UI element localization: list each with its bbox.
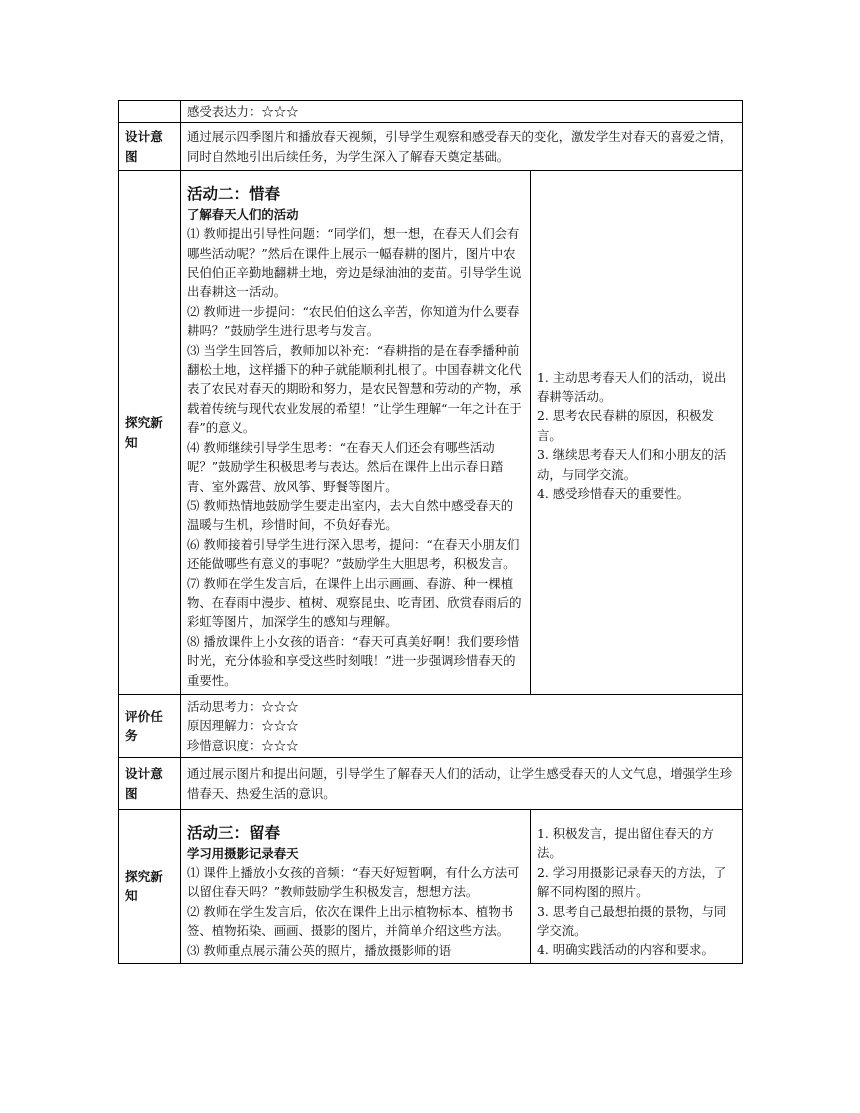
activity-title: 活动三：留春: [187, 824, 281, 842]
student-activity-item: 2. 思考农民春耕的原因，积极发言。: [537, 408, 714, 443]
table-row: [119, 694, 743, 757]
step-paragraph: ⑶ 当学生回答后，教师加以补充：“春耕指的是在春季播种前翻松土地，这样播下的种子就能顺利扎根了。中国春耕文化代表了农民对春天的期盼和努力，是农民智慧和劳动的产物，承载着传统与现代农业发展的希望！”让学生理解“一年之计在于春”的意义。: [187, 342, 522, 436]
step-paragraph: ⑻ 播放课件上小女孩的语音：“春天可真美好啊！我们要珍惜时光，充分体验和享受这些时刻哦！”进一步强调珍惜春天的重要性。: [187, 633, 520, 688]
step-paragraph: ⑹ 教师接着引导学生进行深入思考，提问：“在春天小朋友们还能做哪些有意义的事呢？”鼓励学生大胆思考，积极发言。: [187, 536, 520, 572]
explore-header: 探究新知: [119, 810, 181, 964]
evaluation-cell: [181, 694, 743, 757]
lesson-plan-table: [118, 100, 743, 964]
step-paragraph: ⑸ 教师热情地鼓励学生要走出室内，去大自然中感受春天的温暖与生机，珍惜时间，不负好春光。: [187, 497, 514, 533]
table-row: [119, 810, 743, 964]
step-paragraph: ⑴ 教师提出引导性问题：“同学们，想一想，在春天人们会有哪些活动呢？”然后在课件上展示一幅春耕的图片，图片中农民伯伯正辛勤地翻耕土地，旁边是绿油油的麦苗。引导学生说出春耕这一活动。: [187, 226, 522, 300]
design-intent-header: 设计意图: [119, 758, 181, 810]
step-paragraph: ⑺ 教师在学生发言后，在课件上出示画画、春游、种一棵植物、在春雨中漫步、植树、观察昆虫、吃青团、欣赏春雨后的彩虹等图片，加深学生的感知与理解。: [187, 575, 522, 630]
student-activity-item: 4. 明确实践活动的内容和要求。: [537, 942, 714, 958]
table-row: [119, 123, 743, 171]
explore-header: 探究新知: [119, 171, 181, 695]
student-activity-item: 4. 感受珍惜春天的重要性。: [537, 486, 690, 502]
evaluation-header: 评价任务: [119, 694, 181, 757]
student-activity-item: 3. 继续思考春天人们和小朋友的活动，与同学交流。: [537, 447, 727, 482]
step-paragraph: ⑷ 教师继续引导学生思考：“在春天人们还会有哪些活动呢？”鼓励学生积极思考与表达。然后在课件上出示春日踏青、室外露营、放风筝、野餐等图片。: [187, 439, 504, 494]
student-activity-cell: [531, 810, 743, 964]
table-row: [119, 101, 743, 123]
lesson-plan-page: [118, 100, 742, 964]
student-activity-item: 3. 思考自己最想拍摄的景物，与同学交流。: [537, 903, 727, 939]
activity-subtitle: 学习用摄影记录春天: [187, 846, 299, 861]
step-paragraph: ⑶ 教师重点展示蒲公英的照片，播放摄影师的语: [187, 942, 452, 958]
student-activity-item: 2. 学习用摄影记录春天的方法，了解不同构图的照片。: [537, 864, 727, 900]
design-intent-text: 通过展示四季图片和播放春天视频，引导学生观察和感受春天的变化，激发学生对春天的喜爱之情，同时自然地引出后续任务，为学生深入了解春天奠定基础。: [181, 123, 743, 171]
design-intent-header: 设计意图: [119, 123, 181, 171]
evaluation-line: 珍惜意识度：☆☆☆: [187, 737, 299, 753]
evaluation-line: 原因理解力：☆☆☆: [187, 718, 299, 734]
table-row: [119, 171, 743, 695]
evaluation-line: 活动思考力：☆☆☆: [187, 698, 299, 714]
table-row: [119, 758, 743, 810]
expression-rating-cell: [181, 101, 743, 123]
step-paragraph: ⑴ 课件上播放小女孩的音频：“春天好短暂啊，有什么方法可以留住春天吗？”教师鼓励学生积极发言，想想方法。: [187, 865, 520, 900]
design-intent-text: 通过展示图片和提出问题，引导学生了解春天人们的活动，让学生感受春天的人文气息，增强学生珍惜春天、热爱生活的意识。: [181, 758, 743, 810]
expression-rating-text: 感受表达力：☆☆☆: [187, 104, 299, 119]
student-activity-item: 1. 主动思考春天人们的活动，说出春耕等活动。: [537, 369, 727, 405]
activity-three-cell: [181, 810, 531, 964]
activity-title: 活动二：惜春: [187, 185, 281, 204]
step-paragraph: ⑵ 教师在学生发言后，依次在课件上出示植物标本、植物书签、植物拓染、画画、摄影的图片，并简单介绍这些方法。: [187, 903, 514, 939]
step-paragraph: ⑵ 教师进一步提问：“农民伯伯这么辛苦，你知道为什么要春耕吗？”鼓励学生进行思考与发言。: [187, 303, 520, 339]
activity-two-cell: [181, 171, 531, 695]
student-activity-cell: [531, 171, 743, 695]
activity-subtitle: 了解春天人们的活动: [187, 207, 299, 223]
student-activity-item: 1. 积极发言，提出留住春天的方法。: [537, 826, 714, 861]
empty-header-cell: [119, 101, 181, 123]
